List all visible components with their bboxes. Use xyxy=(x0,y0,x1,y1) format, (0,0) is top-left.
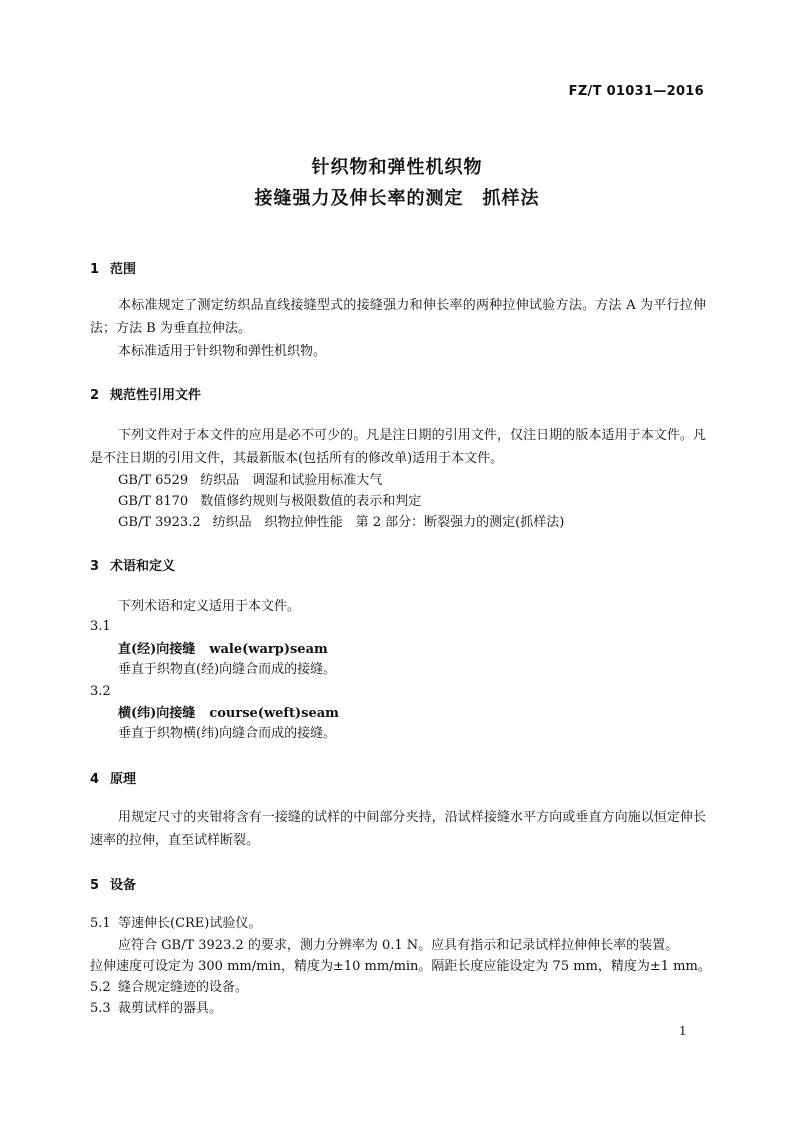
section-number: 1 xyxy=(90,262,100,277)
section-title: 范围 xyxy=(110,262,137,277)
section-3-heading xyxy=(90,555,175,574)
item-number: 5.2 xyxy=(90,980,111,995)
term-name-en: wale(warp)seam xyxy=(209,642,328,657)
reference-title: 纺织品 织物拉伸性能 第 2 部分：断裂强力的测定(抓样法) xyxy=(212,515,565,530)
reference-code: GB/T 3923.2 xyxy=(118,515,201,530)
equipment-item xyxy=(90,998,222,1020)
section-number: 5 xyxy=(90,878,100,893)
item-text: 等速伸长(CRE)试验仪。 xyxy=(118,916,262,931)
normative-reference xyxy=(118,490,421,509)
equipment-item xyxy=(90,977,248,999)
document-title-line2: 接缝强力及伸长率的测定 抓样法 xyxy=(254,188,540,209)
document-title-line1: 针织物和弹性机织物 xyxy=(311,157,483,178)
page-number: 1 xyxy=(679,1024,687,1038)
section-1-paragraph-2: 本标准适用于针织物和弹性机织物。 xyxy=(118,344,327,359)
term-definition: 垂直于织物横(纬)向缝合而成的接缝。 xyxy=(118,726,337,741)
section-5-heading xyxy=(90,874,136,893)
item-text: 裁剪试样的器具。 xyxy=(118,1001,223,1016)
reference-title: 纺织品 调湿和试验用标准大气 xyxy=(200,473,383,488)
term-heading xyxy=(118,702,339,721)
section-number: 3 xyxy=(90,559,100,574)
term-number: 3.1 xyxy=(90,619,111,634)
item-text: 缝合规定缝迹的设备。 xyxy=(118,980,249,995)
normative-reference xyxy=(118,469,382,488)
section-title: 术语和定义 xyxy=(110,559,176,574)
section-1-heading xyxy=(90,258,136,277)
term-name-en: course(weft)seam xyxy=(209,706,339,721)
section-2-paragraph-1: 下列文件对于本文件的应用是必不可少的。凡是注日期的引用文件，仅注日期的版本适用于本文件。凡是不注日期的引用文件，其最新版本(包括所有的修改单)适用于本文件。 xyxy=(90,428,706,466)
term-name-zh: 横(纬)向接缝 xyxy=(118,706,196,721)
equipment-item xyxy=(90,913,261,935)
term-heading xyxy=(118,638,328,657)
section-number: 4 xyxy=(90,772,100,787)
section-4-paragraph-1: 用规定尺寸的夹钳将含有一接缝的试样的中间部分夹持，沿试样接缝水平方向或垂直方向施以恒定伸长速率的拉伸，直至试样断裂。 xyxy=(90,810,706,848)
item-number: 5.1 xyxy=(90,916,111,931)
item-number: 5.3 xyxy=(90,1001,111,1016)
term-name-zh: 直(经)向接缝 xyxy=(118,642,196,657)
section-title: 设备 xyxy=(110,878,137,893)
equipment-requirement-line-2: 拉伸速度可设定为 300 mm/min，精度为±10 mm/min。隔距长度应能设定为 75 mm，精度为±1 mm。 xyxy=(90,959,711,974)
reference-code: GB/T 8170 xyxy=(118,494,189,509)
section-4-heading xyxy=(90,768,136,787)
section-title: 原理 xyxy=(110,772,137,787)
term-number: 3.2 xyxy=(90,684,111,699)
section-title: 规范性引用文件 xyxy=(110,388,202,403)
standard-number: FZ/T 01031—2016 xyxy=(568,84,704,99)
reference-title: 数值修约规则与极限数值的表示和判定 xyxy=(200,494,422,509)
section-2-heading xyxy=(90,384,201,403)
normative-reference xyxy=(118,511,564,530)
section-3-paragraph-1: 下列术语和定义适用于本文件。 xyxy=(118,599,301,614)
section-1-paragraph-1: 本标准规定了测定纺织品直线接缝型式的接缝强力和伸长率的两种拉伸试验方法。方法 A 为平行拉伸法；方法 B 为垂直拉伸法。 xyxy=(90,298,706,336)
term-definition: 垂直于织物直(经)向缝合而成的接缝。 xyxy=(118,662,337,677)
section-number: 2 xyxy=(90,388,100,403)
reference-code: GB/T 6529 xyxy=(118,473,189,488)
equipment-requirement-line-1: 应符合 GB/T 3923.2 的要求，测力分辨率为 0.1 N。应具有指示和记录试样拉伸伸长率的装置。 xyxy=(118,938,679,953)
